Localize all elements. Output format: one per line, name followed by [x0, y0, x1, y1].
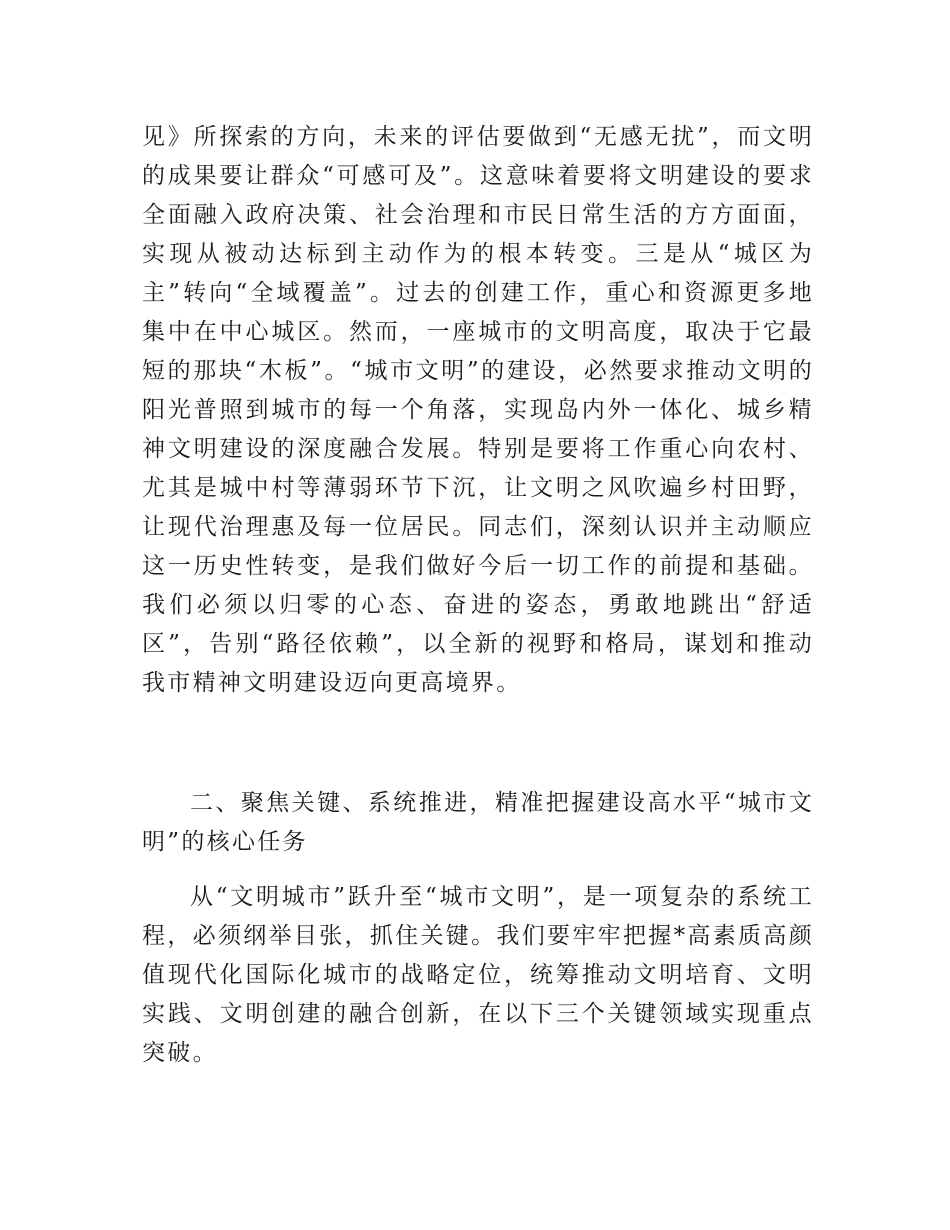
body-paragraph-intro: 从“文明城市”跃升至“城市文明”，是一项复杂的系统工程，必须纲举目张，抓住关键。我们要牢牢把握*高素质高颜值现代化国际化城市的战略定位，统筹推动文明培育、文明实践、文明创建的融合创新，在以下三个关键领域实现重点突破。 — [142, 884, 814, 1066]
section-heading-2: 二、聚焦关键、系统推进，精准把握建设高水平“城市文明”的核心任务 — [142, 790, 814, 855]
body-paragraph-continuation: 见》所探索的方向，未来的评估要做到“无感无扰”，而文明的成果要让群众“可感可及”。这意味着要将文明建设的要求全面融入政府决策、社会治理和市民日常生活的方方面面，实现从被动达标到主动作为的根本转变。三是从“城区为主”转向“全域覆盖”。过去的创建工作，重心和资源更多地集中在中心城区。然而，一座城市的文明高度，取决于它最短的那块“木板”。“城市文明”的建设，必然要求推动文明的阳光普照到城市的每一个角落，实现岛内外一体化、城乡精神文明建设的深度融合发展。特别是要将工作重心向农村、尤其是城中村等薄弱环节下沉，让文明之风吹遍乡村田野，让现代治理惠及每一位居民。同志们，深刻认识并主动顺应这一历史性转变，是我们做好今后一切工作的前提和基础。我们必须以归零的心态、奋进的姿态，勇敢地跳出“舒适区”，告别“路径依赖”，以全新的视野和格局，谋划和推动我市精神文明建设迈向更高境界。 — [142, 124, 814, 696]
